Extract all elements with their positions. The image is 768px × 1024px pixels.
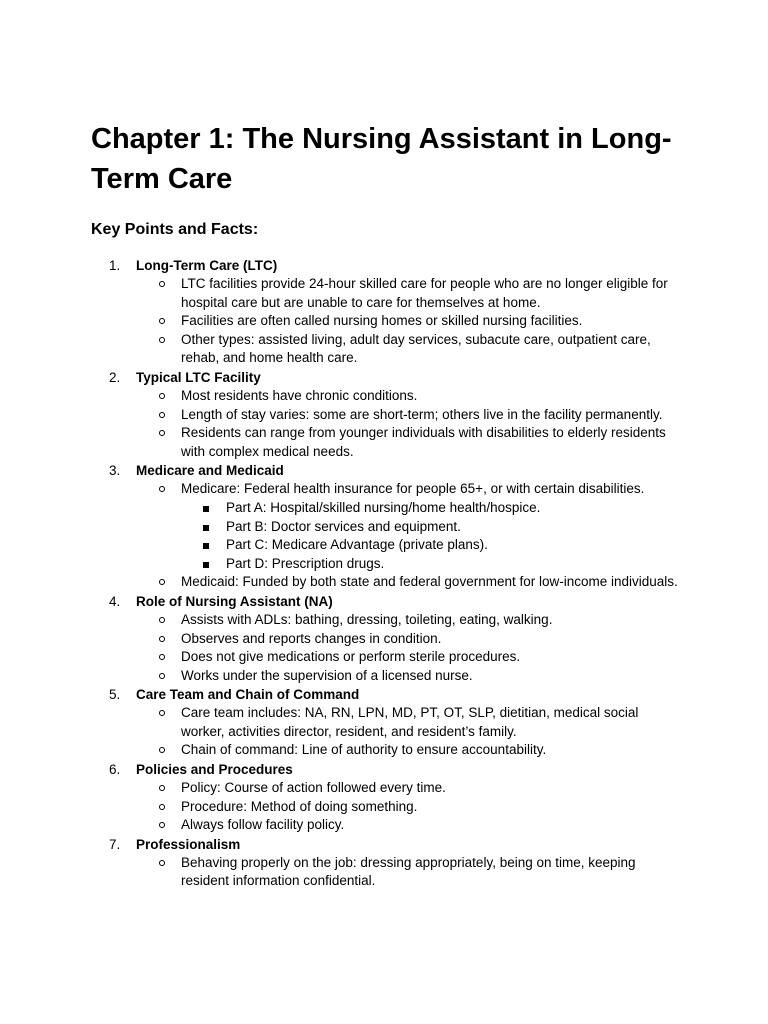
hollow-bullet-icon [159, 860, 165, 866]
hollow-bullet-icon [159, 318, 165, 324]
section-number: 1. [109, 258, 121, 273]
section-item [0, 685, 768, 760]
point-list [0, 611, 768, 685]
subpoint-text: Part A: Hospital/skilled nursing/home health/hospice. [226, 499, 541, 515]
point-text: Medicaid: Funded by both state and federal government for low-income individuals. [181, 574, 678, 590]
square-bullet-icon [203, 562, 209, 568]
section-title: Policies and Procedures [136, 762, 293, 778]
sub-list-item [0, 518, 768, 537]
hollow-bullet-icon [159, 337, 165, 343]
point-list [0, 387, 768, 461]
section-item [0, 256, 768, 368]
hollow-bullet-icon [159, 804, 165, 810]
section-title: Typical LTC Facility [136, 369, 261, 385]
list-item [0, 704, 768, 741]
subpoint-text: Part D: Prescription drugs. [226, 555, 385, 571]
point-list [0, 275, 768, 368]
square-bullet-icon [203, 525, 209, 531]
subpoint-text: Part B: Doctor services and equipment. [226, 518, 461, 534]
section-item [0, 461, 768, 592]
list-item [0, 741, 768, 760]
point-text: Care team includes: NA, RN, LPN, MD, PT, OT, SLP, dietitian, medical social worker, activities director, resident, and resident’s family. [181, 705, 639, 739]
section-number: 3. [109, 463, 121, 479]
hollow-bullet-icon [159, 393, 165, 399]
point-text: Length of stay varies: some are short-term; others live in the facility permanently. [181, 406, 663, 422]
hollow-bullet-icon [159, 281, 165, 287]
sections-list [0, 256, 768, 891]
key-points-heading: Key Points and Facts: [91, 221, 259, 238]
point-text: Works under the supervision of a licensed nurse. [181, 667, 473, 683]
hollow-bullet-icon [159, 617, 165, 623]
point-text: Observes and reports changes in condition. [181, 630, 442, 646]
section-item [0, 760, 768, 835]
point-text: Residents can range from younger individuals with disabilities to elderly residents with complex medical needs. [181, 425, 666, 459]
list-item [0, 816, 768, 835]
point-text: Procedure: Method of doing something. [181, 798, 418, 814]
chapter-title: Chapter 1: The Nursing Assistant in Long-Term Care [91, 123, 672, 195]
section-number: 2. [109, 369, 121, 385]
point-text: Policy: Course of action followed every time. [181, 780, 446, 796]
hollow-bullet-icon [159, 486, 165, 492]
point-text: Most residents have chronic conditions. [181, 387, 418, 403]
list-item [0, 331, 768, 368]
hollow-bullet-icon [159, 412, 165, 418]
section-title: Care Team and Chain of Command [136, 687, 360, 703]
list-item [0, 480, 768, 573]
list-item [0, 611, 768, 630]
point-text: Facilities are often called nursing homes or skilled nursing facilities. [181, 313, 583, 329]
list-item [0, 667, 768, 686]
list-item [0, 312, 768, 331]
point-list [0, 704, 768, 760]
section-item [0, 592, 768, 685]
list-item [0, 854, 768, 891]
list-item [0, 630, 768, 649]
list-item [0, 573, 768, 592]
point-list [0, 854, 768, 891]
hollow-bullet-icon [159, 822, 165, 828]
point-text: Assists with ADLs: bathing, dressing, toileting, eating, walking. [181, 611, 553, 627]
sub-list-item [0, 555, 768, 574]
list-item [0, 798, 768, 817]
section-item [0, 835, 768, 891]
point-text: Chain of command: Line of authority to ensure accountability. [181, 742, 547, 758]
point-list [0, 779, 768, 835]
list-item [0, 779, 768, 798]
sub-list-item [0, 536, 768, 555]
subpoint-list [0, 499, 768, 573]
section-title: Long-Term Care (LTC) [136, 258, 278, 273]
point-text: LTC facilities provide 24-hour skilled care for people who are no longer eligible for hospital care but are unable to care for themselves at home. [181, 276, 668, 310]
sub-list-item [0, 499, 768, 518]
subpoint-text: Part C: Medicare Advantage (private plans). [226, 537, 488, 553]
square-bullet-icon [203, 543, 209, 549]
hollow-bullet-icon [159, 636, 165, 642]
hollow-bullet-icon [159, 710, 165, 716]
section-number: 7. [109, 836, 121, 852]
section-item [0, 368, 768, 461]
list-item [0, 275, 768, 312]
square-bullet-icon [203, 506, 209, 512]
section-title: Role of Nursing Assistant (NA) [136, 593, 333, 609]
point-text: Behaving properly on the job: dressing appropriately, being on time, keeping resident information confidential. [181, 854, 636, 889]
point-list [0, 480, 768, 592]
section-number: 6. [109, 762, 121, 778]
point-text: Medicare: Federal health insurance for people 65+, or with certain disabilities. [181, 481, 645, 497]
section-title: Professionalism [136, 836, 241, 852]
hollow-bullet-icon [159, 785, 165, 791]
list-item [0, 648, 768, 667]
hollow-bullet-icon [159, 747, 165, 753]
list-item [0, 406, 768, 425]
hollow-bullet-icon [159, 673, 165, 679]
hollow-bullet-icon [159, 579, 165, 585]
list-item [0, 424, 768, 461]
point-text: Always follow facility policy. [181, 817, 345, 833]
hollow-bullet-icon [159, 654, 165, 660]
point-text: Does not give medications or perform sterile procedures. [181, 649, 521, 665]
point-text: Other types: assisted living, adult day services, subacute care, outpatient care, rehab, and home health care. [181, 331, 651, 366]
section-title: Medicare and Medicaid [136, 463, 284, 479]
hollow-bullet-icon [159, 430, 165, 436]
section-number: 4. [109, 593, 121, 609]
list-item [0, 387, 768, 406]
section-number: 5. [109, 687, 121, 703]
